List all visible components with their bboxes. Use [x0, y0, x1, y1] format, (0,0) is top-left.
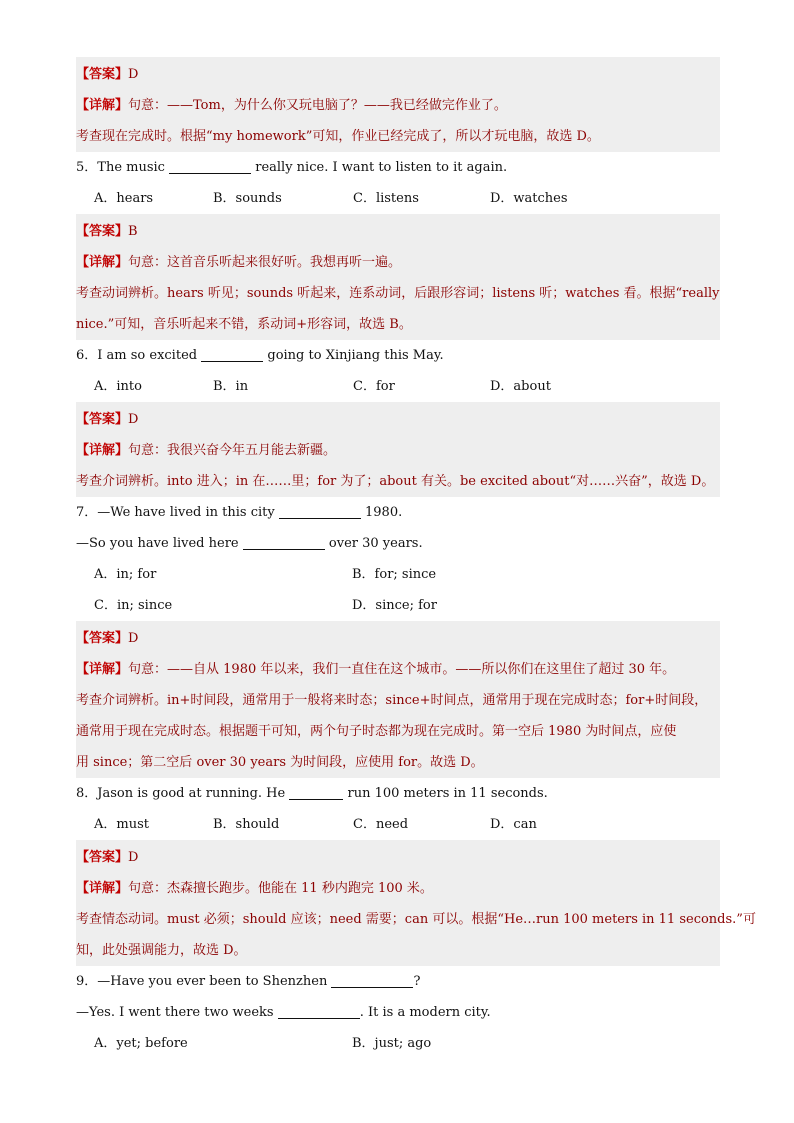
question-5-stem [76, 152, 720, 183]
answer-tag: 【答案】 [76, 224, 129, 239]
option-a[interactable]: A．hears [94, 191, 154, 206]
option-c[interactable]: C．need [353, 817, 409, 832]
option-d[interactable]: D．watches [490, 191, 568, 206]
detail-line [76, 90, 720, 121]
option-c[interactable]: C．in; since [94, 598, 173, 613]
answer-block-q4 [76, 57, 720, 152]
answer-line [76, 59, 720, 90]
option-b[interactable]: B．sounds [213, 191, 282, 206]
detail-text: 句意：这首音乐听起来很好听。我想再听一遍。 [128, 255, 402, 270]
detail-text: 句意：杰森擅长跑步。他能在 11 秒内跑完 100 米。 [128, 881, 433, 896]
stem-text: 6．I am so excited [76, 348, 198, 363]
fill-blank [289, 783, 343, 800]
analysis-line: nice.”可知，音乐听起来不错，系动词+形容词，故选 B。 [76, 317, 412, 332]
stem-text: ? [413, 974, 421, 989]
detail-tag: 【详解】 [76, 662, 129, 677]
analysis-line: 考查情态动词。must 必须；should 应该；need 需要；can 可以。根据“He…run 100 meters in 11 seconds.”可 [76, 912, 756, 927]
answer-tag: 【答案】 [76, 67, 129, 82]
fill-blank [201, 345, 263, 362]
detail-line [76, 247, 720, 278]
fill-blank [169, 157, 251, 174]
answer-line [76, 623, 720, 654]
answer-block-q8 [76, 840, 756, 966]
option-b[interactable]: B．should [213, 817, 280, 832]
question-7-options-row-2 [76, 590, 720, 621]
stem-text: —Yes. I went there two weeks [76, 1005, 274, 1020]
detail-text: 句意：我很兴奋今年五月能去新疆。 [128, 443, 337, 458]
answer-value: D [128, 67, 139, 82]
option-a[interactable]: A．yet; before [94, 1036, 188, 1051]
stem-text: . It is a modern city. [359, 1005, 491, 1020]
answer-line [76, 404, 720, 435]
option-d[interactable]: D．about [490, 379, 551, 394]
option-d[interactable]: D．can [490, 817, 537, 832]
answer-line [76, 842, 720, 873]
question-9-stem-1 [76, 966, 720, 997]
fill-blank [278, 1002, 360, 1019]
analysis-line: 考查介词辨析。in+时间段，通常用于一般将来时态；since+时间点，通常用于现在完成时态；for+时间段， [76, 693, 708, 708]
fill-blank [279, 502, 361, 519]
option-d[interactable]: D．since; for [352, 598, 437, 613]
question-7-options-row-1 [76, 559, 720, 590]
option-a[interactable]: A．into [94, 379, 142, 394]
question-5-options [76, 183, 720, 214]
question-9-options-row-1 [76, 1028, 720, 1059]
document-content [76, 57, 756, 1059]
stem-text: 7．—We have lived in this city [76, 505, 275, 520]
detail-line [76, 654, 720, 685]
option-a[interactable]: A．in; for [94, 567, 157, 582]
option-c[interactable]: C．for [353, 379, 395, 394]
question-6-options [76, 371, 720, 402]
option-c[interactable]: C．listens [353, 191, 419, 206]
stem-text: run 100 meters in 11 seconds. [347, 786, 548, 801]
analysis-line: 用 since；第二空后 over 30 years 为时间段，应使用 for。故选 D。 [76, 755, 484, 770]
option-b[interactable]: B．just; ago [352, 1036, 432, 1051]
stem-text: 5．The music [76, 160, 165, 175]
analysis-line: 考查介词辨析。into 进入；in 在……里；for 为了；about 有关。be excited about“对……兴奋”，故选 D。 [76, 474, 715, 489]
answer-tag: 【答案】 [76, 850, 129, 865]
fill-blank [243, 533, 325, 550]
analysis-line: 通常用于现在完成时态。根据题干可知，两个句子时态都为现在完成时。第一空后 1980 为时间点，应使 [76, 724, 677, 739]
detail-text: 句意：——Tom，为什么你又玩电脑了？——我已经做完作业了。 [128, 98, 507, 113]
stem-text: —So you have lived here [76, 536, 239, 551]
question-6-stem [76, 340, 720, 371]
detail-tag: 【详解】 [76, 98, 129, 113]
answer-tag: 【答案】 [76, 412, 129, 427]
answer-block-q6 [76, 402, 720, 497]
answer-value: D [128, 850, 139, 865]
question-7-stem-1 [76, 497, 720, 528]
answer-block-q5 [76, 214, 720, 340]
option-b[interactable]: B．in [213, 379, 249, 394]
question-8-stem [76, 778, 720, 809]
stem-text: really nice. I want to listen to it again. [255, 160, 508, 175]
answer-tag: 【答案】 [76, 631, 129, 646]
analysis-line: 考查现在完成时。根据“my homework”可知，作业已经完成了，所以才玩电脑，故选 D。 [76, 129, 600, 144]
analysis-line: 知，此处强调能力，故选 D。 [76, 943, 247, 958]
stem-text: going to Xinjiang this May. [267, 348, 444, 363]
detail-tag: 【详解】 [76, 881, 129, 896]
answer-block-q7 [76, 621, 720, 778]
question-9-stem-2 [76, 997, 720, 1028]
stem-text: 9．—Have you ever been to Shenzhen [76, 974, 328, 989]
detail-line [76, 873, 720, 904]
detail-text: 句意：——自从 1980 年以来，我们一直住在这个城市。——所以你们在这里住了超过 30 年。 [128, 662, 676, 677]
analysis-line: 考查动词辨析。hears 听见；sounds 听起来，连系动词，后跟形容词；listens 听；watches 看。根据“really [76, 286, 720, 301]
answer-value: D [128, 412, 139, 427]
detail-tag: 【详解】 [76, 443, 129, 458]
answer-value: D [128, 631, 139, 646]
question-8-options [76, 809, 720, 840]
detail-tag: 【详解】 [76, 255, 129, 270]
fill-blank [331, 971, 413, 988]
stem-text: 1980. [365, 505, 403, 520]
option-a[interactable]: A．must [94, 817, 149, 832]
option-b[interactable]: B．for; since [352, 567, 437, 582]
stem-text: over 30 years. [328, 536, 423, 551]
question-7-stem-2 [76, 528, 720, 559]
stem-text: 8．Jason is good at running. He [76, 786, 286, 801]
answer-line [76, 216, 720, 247]
answer-value: B [128, 224, 138, 239]
detail-line [76, 435, 720, 466]
